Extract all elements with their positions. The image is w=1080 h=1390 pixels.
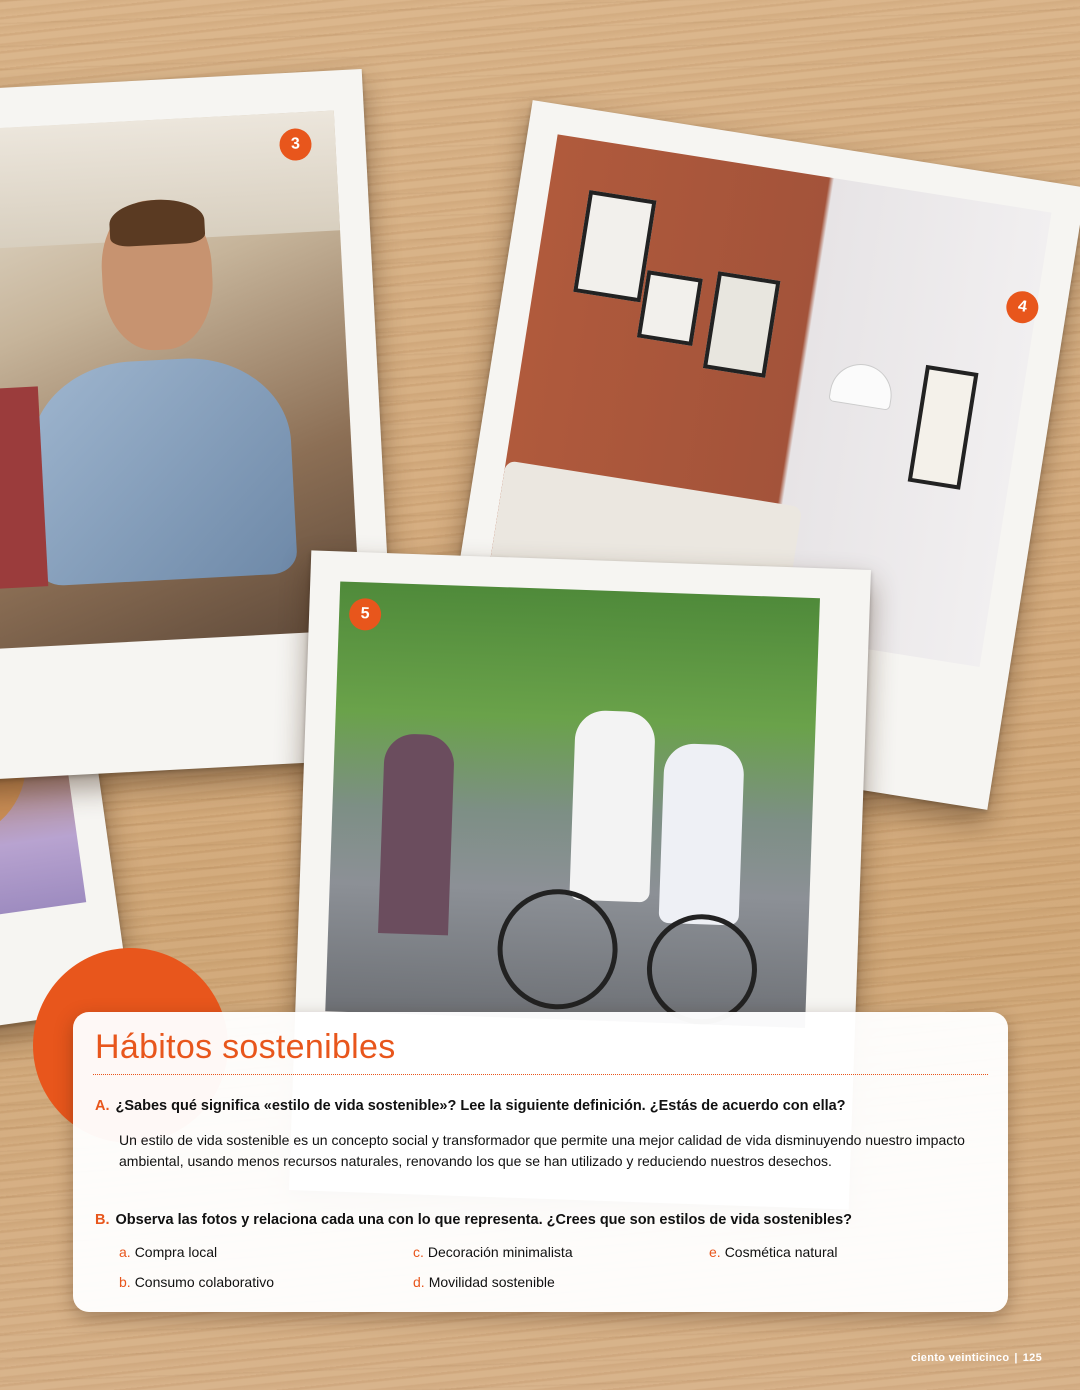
page-number: 125: [1022, 1352, 1042, 1364]
page-number-words: ciento veinticinco: [911, 1352, 1010, 1364]
option-e: [709, 1244, 838, 1260]
definition-text: Un estilo de vida sostenible es un concepto social y transformador que permite una mejor calidad de vida disminuyendo nuestro impacto ambiental, usando menos recursos naturales, renovando los que se han utilizado y reduciendo nuestros desechos.: [119, 1132, 965, 1169]
option-text: Decoración minimalista: [427, 1244, 573, 1260]
section-title: Hábitos sostenibles: [95, 1028, 396, 1066]
title-divider: [93, 1074, 988, 1075]
wall-frame-4: [908, 365, 979, 490]
bike-wheel-1: [496, 887, 620, 1011]
page-footer: [911, 1352, 1042, 1364]
photo-number-badge: 4: [1004, 289, 1041, 326]
driver-shirt: [27, 353, 298, 586]
footer-separator: |: [1014, 1352, 1018, 1364]
bike-wheel-2: [645, 912, 759, 1026]
wall-frame-2: [637, 270, 703, 346]
task-b-letter: B.: [95, 1212, 110, 1228]
option-d: [413, 1274, 555, 1290]
option-text: Cosmética natural: [724, 1244, 838, 1260]
cyclist-2: [659, 743, 745, 926]
photo-number-badge: 5: [349, 598, 382, 631]
option-letter: d.: [413, 1274, 425, 1290]
cyclist-1: [569, 710, 656, 903]
option-b: [119, 1274, 274, 1290]
option-c: [413, 1244, 573, 1260]
option-letter: a.: [119, 1244, 131, 1260]
task-a-question: ¿Sabes qué significa «estilo de vida sostenible»? Lee la siguiente definición. ¿Estás de acuerdo con ella?: [115, 1098, 846, 1114]
option-letter: b.: [119, 1274, 131, 1290]
option-text: Compra local: [134, 1244, 218, 1260]
pedestrian-figure: [378, 733, 455, 935]
floor-lamp: [829, 361, 895, 410]
option-text: Movilidad sostenible: [428, 1274, 555, 1290]
option-a: [119, 1244, 217, 1260]
option-letter: e.: [709, 1244, 721, 1260]
activity-card: [73, 1012, 1008, 1312]
task-b: [95, 1212, 985, 1228]
photo-number-badge: 3: [279, 128, 313, 162]
cycling-photo: [325, 581, 820, 1027]
task-a-letter: A.: [95, 1098, 110, 1114]
task-a: [95, 1098, 985, 1114]
wall-frame-3: [703, 271, 781, 378]
task-b-question: Observa las fotos y relaciona cada una con lo que representa. ¿Crees que son estilos de vida sostenibles?: [115, 1212, 853, 1228]
option-letter: c.: [413, 1244, 424, 1260]
car-sharing-photo: [0, 110, 361, 649]
option-text: Consumo colaborativo: [134, 1274, 274, 1290]
